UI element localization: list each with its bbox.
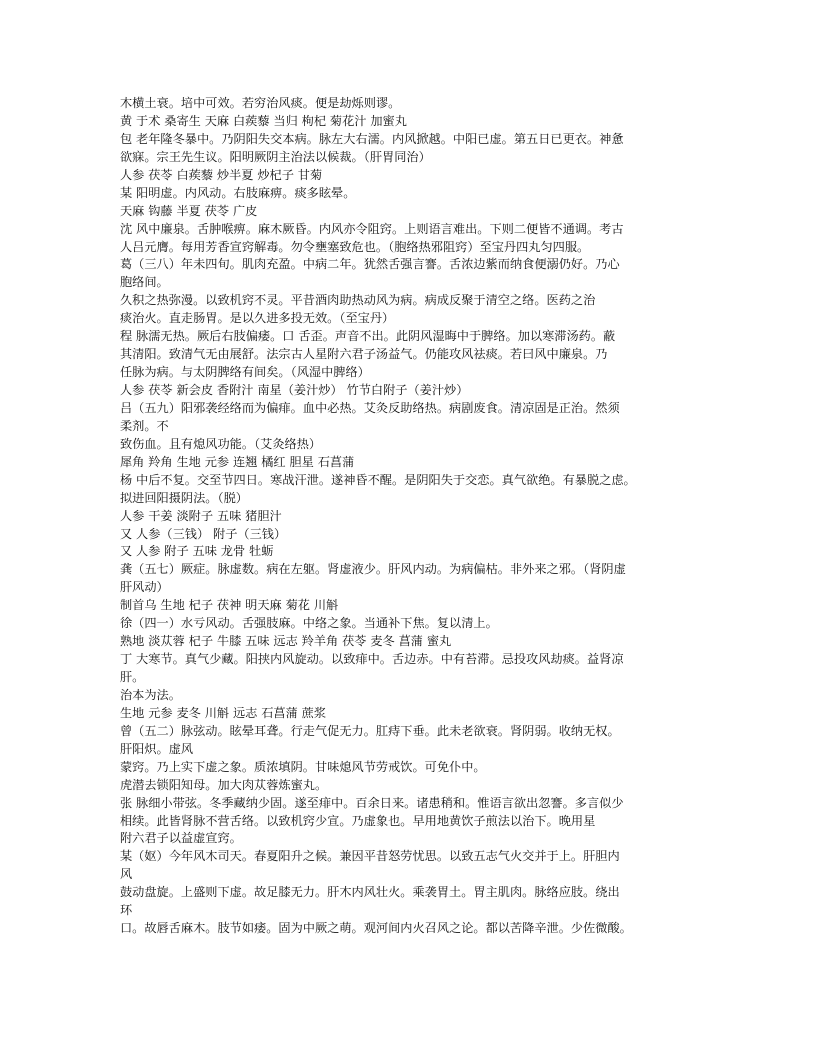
text-line: 人吕元膺。每用芳香宣窍解毒。勿令壅塞致危也。（胞络热邪阻窍）至宝丹四丸匀四服。 (120, 239, 590, 254)
text-line: 欲寐。宗王先生议。阳明厥阴主治法以候裁。（肝胃同治） (120, 149, 431, 164)
text-line: 张 脉细小带弦。冬季藏纳少固。遂至痱中。百余日来。诸患稍和。惟语言欲出忽謇。多言似少 (120, 795, 624, 810)
text-line: 黄 于术 桑寄生 天麻 白蒺藜 当归 枸杞 菊花汁 加蜜丸 (120, 113, 407, 128)
text-line: 拟进回阳摄阴法。（脱） (120, 490, 248, 505)
text-line: 龚（五七）厥症。脉虚数。病在左躯。肾虚液少。肝风内动。为病偏枯。非外来之邪。（肾阴虚 (120, 562, 626, 577)
text-line: 蒙窍。乃上实下虚之象。质浓填阴。甘味熄风节劳戒饮。可免仆中。 (120, 759, 486, 774)
text-line: 胞络间。 (120, 275, 169, 290)
text-line: 久积之热弥漫。以致机窍不灵。平昔酒肉助热动风为病。病成反聚于清空之络。医药之治 (120, 293, 596, 308)
text-line: 人参 茯苓 白蒺藜 炒半夏 炒杞子 甘菊 (120, 167, 323, 182)
text-line: 口。故唇舌麻木。肢节如痿。固为中厥之萌。观河间内火召风之论。都以苦降辛泄。少佐微酸。 (120, 921, 632, 936)
text-line: 程 脉濡无热。厥后右肢偏痿。口 舌歪。声音不出。此阴风湿晦中于脾络。加以寒滞汤药。蔽 (120, 329, 616, 344)
text-line: 柔剂。不 (120, 418, 169, 433)
text-line: 痰治火。直走肠胃。是以久进多投无效。（至宝丹） (120, 311, 395, 326)
text-line: 其清阳。致清气无由展舒。法宗古人星附六君子汤益气。仍能攻风祛痰。若曰风中廉泉。乃 (120, 347, 608, 362)
text-line: 环 (120, 903, 133, 918)
text-line: 熟地 淡苁蓉 杞子 牛膝 五味 远志 羚羊角 茯苓 麦冬 菖蒲 蜜丸 (120, 634, 452, 649)
text-line: 丁 大寒节。真气少藏。阳挟内风旋动。以致痱中。舌边赤。中有苔滞。忌投攻风劫痰。益肾凉 (120, 652, 624, 667)
text-line: 葛（三八）年未四旬。肌肉充盈。中病二年。犹然舌强言謇。舌浓边紫而纳食便溺仍好。乃心 (120, 257, 620, 272)
text-line: 吕（五九）阳邪袭经络而为偏痱。血中必热。艾灸反助络热。病剧废食。清凉固是正治。然须 (120, 400, 620, 415)
text-line: 虎潜去锁阳知母。加大肉苁蓉炼蜜丸。 (120, 777, 328, 792)
text-line: 徐（四一）水亏风动。舌强肢麻。中络之象。当通补下焦。复以清上。 (120, 616, 498, 631)
text-line: 鼓动盘旋。上盛则下虚。故足膝无力。肝木内风壮火。乘袭胃土。胃主肌肉。脉络应肢。绕出 (120, 885, 620, 900)
text-line: 人参 茯苓 新会皮 香附汁 南星（姜汁炒） 竹节白附子（姜汁炒） (120, 383, 469, 397)
document-page (120, 95, 700, 938)
text-line: 相续。此皆肾脉不营舌络。以致机窍少宣。乃虚象也。早用地黄饮子煎法以治下。晚用星 (120, 813, 596, 828)
text-line: 人参 干姜 淡附子 五味 猪胆汁 (120, 508, 282, 523)
text-line: 又 人参（三钱） 附子（三钱） (120, 526, 287, 541)
text-line: 又 人参 附子 五味 龙骨 牡蛎 (120, 544, 274, 559)
text-line: 包 老年隆冬暴中。乃阴阳失交本病。脉左大右濡。内风掀越。中阳已虚。第五日已更衣。神惫 (120, 131, 624, 146)
text-line: 治本为法。 (120, 687, 181, 702)
text-line: 沈 风中廉泉。舌肿喉痹。麻木厥昏。内风亦令阻窍。上则语言难出。下则二便皆不通调。考古 (120, 221, 624, 236)
text-line: 某 阳明虚。内风动。右肢麻痹。痰多眩晕。 (120, 185, 356, 200)
text-line: 某（妪）今年风木司天。春夏阳升之候。兼因平昔怒劳忧思。以致五志气火交并于上。肝胆内 (120, 849, 620, 864)
text-line: 肝风动） (120, 580, 169, 595)
text-line: 肝阳炽。虚风 (120, 741, 194, 756)
text-line: 制首乌 生地 杞子 茯神 明天麻 菊花 川斛 (120, 598, 339, 613)
text-line: 杨 中后不复。交至节四日。寒战汗泄。遂神昏不醒。是阴阳失于交恋。真气欲绝。有暴脱之虑。 (120, 472, 636, 487)
text-line: 致伤血。且有熄风功能。（艾灸络热） (120, 436, 322, 451)
text-line: 天麻 钩藤 半夏 茯苓 广皮 (120, 203, 258, 218)
text-line: 木横土衰。培中可效。若穷治风痰。便是劫烁则谬。 (120, 96, 401, 110)
text-line: 风 (120, 867, 133, 882)
text-line: 肝。 (120, 670, 145, 684)
text-line: 曾（五二）脉弦动。眩晕耳聋。行走气促无力。肛痔下垂。此未老欲衰。肾阴弱。收纳无权。 (120, 723, 620, 738)
text-line: 生地 元参 麦冬 川斛 远志 石菖蒲 蔗浆 (120, 705, 327, 720)
text-line: 犀角 羚角 生地 元参 连翘 橘红 胆星 石菖蒲 (120, 454, 355, 469)
text-line: 任脉为病。与太阴脾络有间矣。（风湿中脾络） (120, 365, 370, 380)
text-line: 附六君子以益虚宣窍。 (120, 831, 242, 846)
